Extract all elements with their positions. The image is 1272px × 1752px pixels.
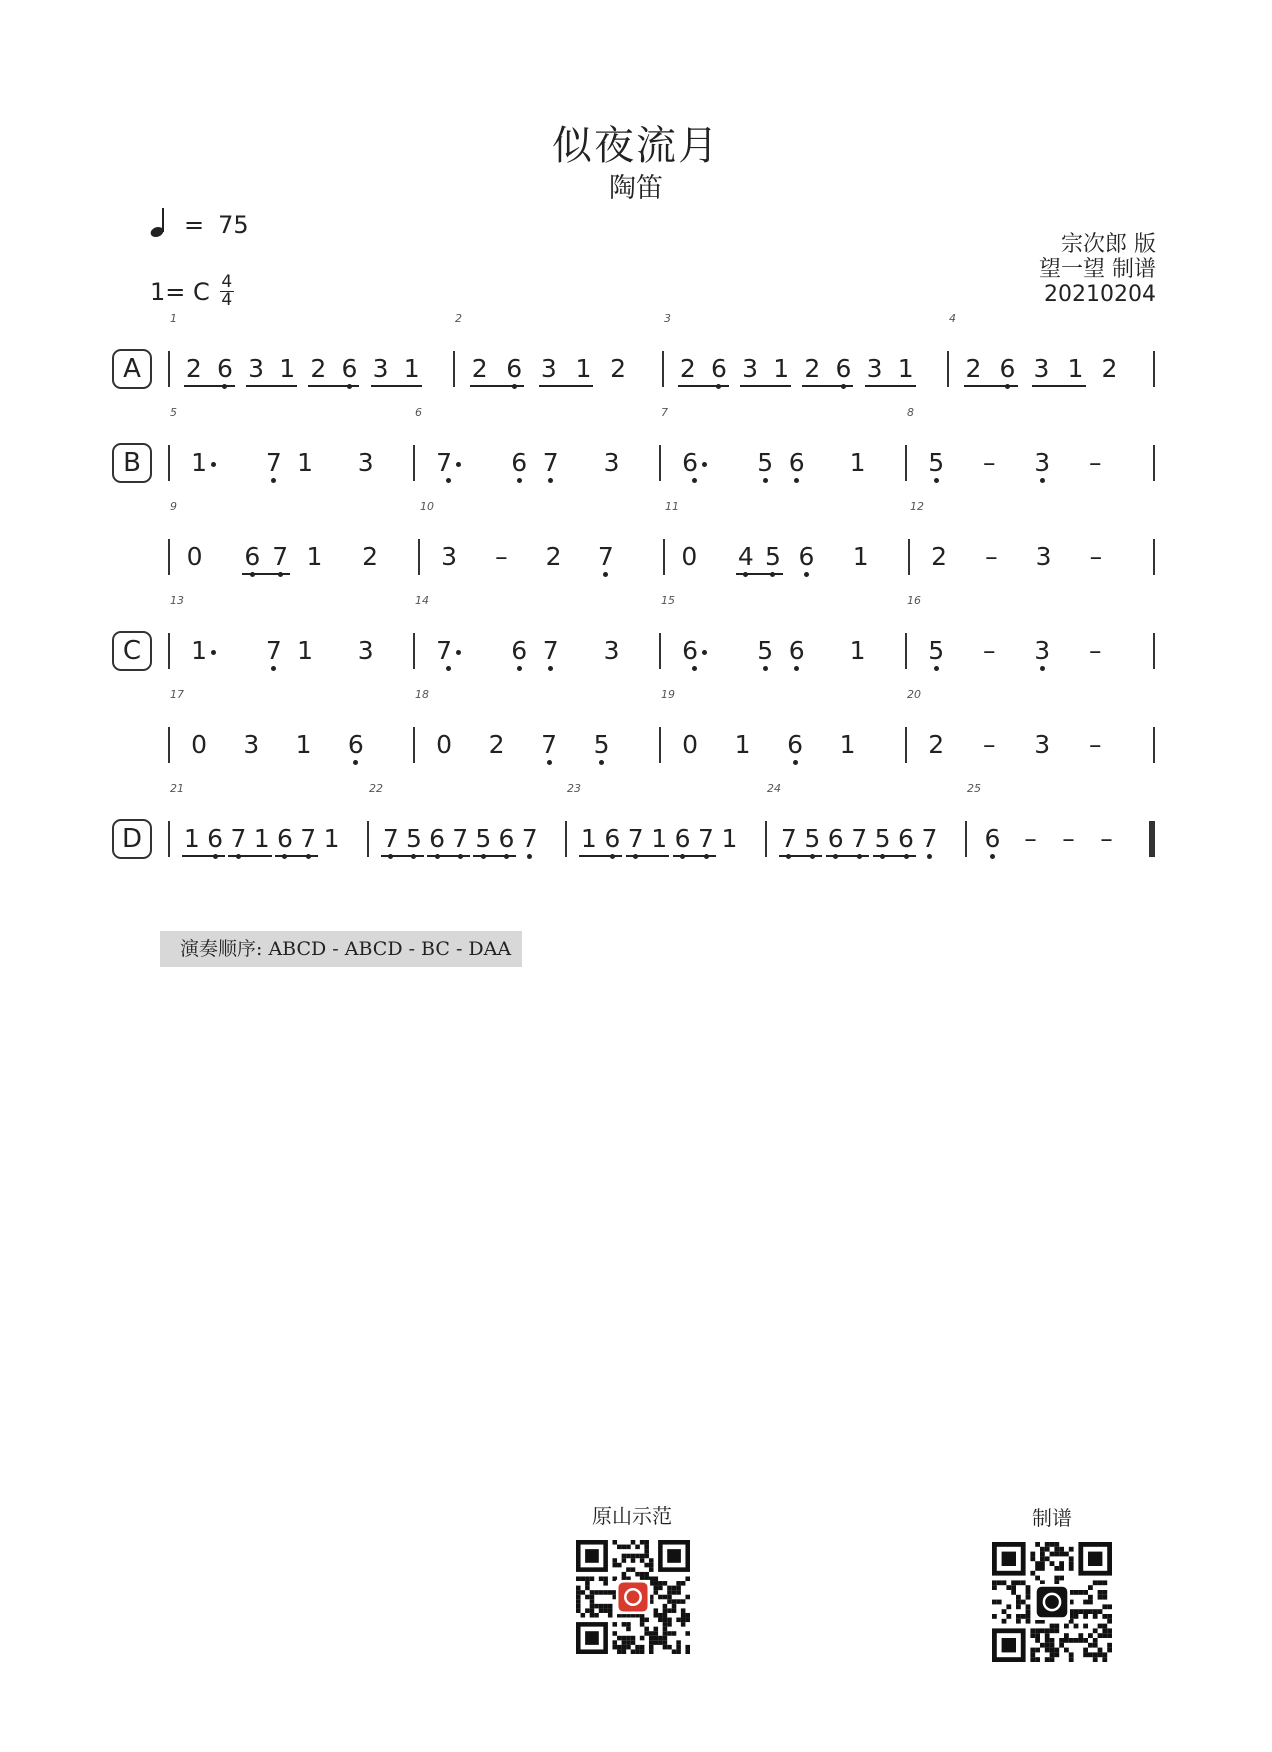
barline: [168, 351, 170, 387]
beam: [736, 573, 783, 575]
barline: [565, 821, 567, 857]
barline: [453, 351, 455, 387]
credit-arranger: 望一望 制谱: [1039, 257, 1156, 282]
low-octave-dot: [603, 572, 608, 577]
note: 5: [592, 730, 612, 760]
note: 3: [1035, 542, 1052, 571]
note: 3: [1033, 354, 1050, 383]
note: 1: [651, 824, 668, 853]
barline: [905, 727, 907, 763]
barline: [662, 351, 664, 387]
low-octave-dot: [271, 666, 276, 671]
note: 1: [849, 448, 866, 477]
note: 2: [310, 354, 327, 383]
note: 7: [264, 448, 284, 478]
beam: [473, 855, 516, 857]
note: 2: [931, 542, 948, 571]
note: 0: [191, 730, 208, 759]
note: 7: [228, 824, 248, 854]
augmentation-dot: [702, 462, 707, 467]
barline: [663, 539, 665, 575]
note: 7: [264, 636, 284, 666]
note: 6: [509, 448, 529, 478]
note: 1: [403, 354, 420, 383]
measure-number: 11: [665, 500, 679, 513]
low-octave-dot: [763, 666, 768, 671]
note: 5: [473, 824, 493, 854]
note: 1: [306, 542, 323, 571]
note: 3: [243, 730, 260, 759]
low-octave-dot: [927, 854, 932, 859]
note: 6: [833, 354, 853, 384]
note: –: [983, 730, 996, 759]
note: 0: [682, 730, 699, 759]
measure-number: 17: [170, 688, 184, 701]
barline: [418, 539, 420, 575]
note: –: [1062, 824, 1075, 853]
measure-number: 6: [415, 406, 422, 419]
note: 7: [541, 636, 561, 666]
note: –: [495, 542, 508, 571]
credit-version: 宗次郎 版: [1061, 232, 1156, 257]
low-octave-dot: [934, 666, 939, 671]
note: 0: [186, 542, 203, 571]
beam: [626, 855, 669, 857]
note: 6: [680, 636, 710, 666]
note: 5: [926, 636, 946, 666]
note: 6: [339, 354, 359, 384]
beam: [779, 855, 822, 857]
low-octave-dot: [793, 760, 798, 765]
note: 6: [504, 354, 524, 384]
note: 0: [436, 730, 453, 759]
measure-number: 9: [170, 500, 177, 513]
measure-number: 12: [910, 500, 924, 513]
beam: [381, 855, 424, 857]
note: –: [983, 448, 996, 477]
note: 7: [779, 824, 799, 854]
beam: [579, 855, 622, 857]
note: 3: [1032, 448, 1052, 478]
note: 6: [998, 354, 1018, 384]
note: 6: [826, 824, 846, 854]
barline: [1153, 727, 1155, 763]
measure-number: 2: [455, 312, 462, 325]
beam: [826, 855, 869, 857]
note: 6: [205, 824, 225, 854]
barline: [413, 727, 415, 763]
note: 6: [427, 824, 447, 854]
beam: [371, 385, 422, 387]
note: 5: [755, 448, 775, 478]
note: 6: [275, 824, 295, 854]
low-octave-dot: [548, 478, 553, 483]
note: 2: [471, 354, 488, 383]
beam: [802, 385, 853, 387]
note: 7: [298, 824, 318, 854]
beam: [673, 855, 716, 857]
note: 2: [679, 354, 696, 383]
beam: [275, 855, 318, 857]
note: 1: [721, 824, 738, 853]
section-label-a: A: [112, 349, 152, 389]
note: 6: [787, 636, 807, 666]
beam: [182, 855, 225, 857]
note: 2: [185, 354, 202, 383]
note: 1: [295, 730, 312, 759]
instrument-subtitle: 陶笛: [609, 173, 663, 204]
barline: [1153, 539, 1155, 575]
measure-number: 4: [949, 312, 956, 325]
tempo-value: 75: [218, 211, 249, 239]
low-octave-dot: [990, 854, 995, 859]
note: 2: [488, 730, 505, 759]
note: 1: [323, 824, 340, 853]
beam: [308, 385, 359, 387]
barline: [168, 633, 170, 669]
measure-number: 3: [664, 312, 671, 325]
note: 1: [839, 730, 856, 759]
measure-number: 13: [170, 594, 184, 607]
beam: [740, 385, 791, 387]
low-octave-dot: [517, 478, 522, 483]
note: 1: [297, 448, 314, 477]
note: 1: [773, 354, 790, 383]
note: 6: [242, 542, 262, 572]
note: 3: [1032, 636, 1052, 666]
note: 1: [849, 636, 866, 665]
measure-number: 1: [170, 312, 177, 325]
measure-number: 24: [767, 782, 781, 795]
beam: [228, 855, 271, 857]
low-octave-dot: [692, 666, 697, 671]
note: 6: [896, 824, 916, 854]
barline: [905, 633, 907, 669]
measure-number: 15: [661, 594, 675, 607]
note: 5: [404, 824, 424, 854]
note: 2: [804, 354, 821, 383]
low-octave-dot: [353, 760, 358, 765]
note: 6: [215, 354, 235, 384]
qr-right-caption: 制谱: [1032, 1506, 1072, 1530]
barline: [1149, 821, 1155, 857]
note: 3: [603, 448, 620, 477]
low-octave-dot: [548, 666, 553, 671]
beam: [427, 855, 470, 857]
measure-number: 10: [420, 500, 434, 513]
note: 1: [279, 354, 296, 383]
qr-left-caption: 原山示范: [592, 1504, 672, 1528]
barline: [659, 727, 661, 763]
low-octave-dot: [1040, 666, 1045, 671]
low-octave-dot: [527, 854, 532, 859]
note: 3: [540, 354, 557, 383]
beam: [539, 385, 594, 387]
note: 5: [802, 824, 822, 854]
barline: [367, 821, 369, 857]
tempo-marking: = 75: [150, 206, 249, 244]
low-octave-dot: [446, 478, 451, 483]
note: 1: [852, 542, 869, 571]
note: –: [1089, 542, 1103, 571]
note: 6: [602, 824, 622, 854]
measure-number: 8: [907, 406, 914, 419]
note: 7: [596, 542, 616, 572]
note: 7: [434, 636, 464, 666]
note: 7: [849, 824, 869, 854]
note: –: [983, 636, 996, 665]
note: 5: [763, 542, 783, 572]
beam: [246, 385, 297, 387]
measure-number: 7: [661, 406, 668, 419]
barline: [965, 821, 967, 857]
note: 1: [253, 824, 270, 853]
augmentation-dot: [456, 462, 461, 467]
note: 7: [434, 448, 464, 478]
note: 3: [248, 354, 264, 383]
note: 6: [785, 730, 805, 760]
note: 2: [362, 542, 378, 571]
note: 0: [681, 542, 698, 571]
augmentation-dot: [456, 650, 461, 655]
barline: [947, 351, 949, 387]
low-octave-dot: [547, 760, 552, 765]
measure-number: 21: [170, 782, 184, 795]
barline: [1153, 633, 1155, 669]
note: 1: [734, 730, 751, 759]
section-label-b: B: [112, 443, 152, 483]
beam: [184, 385, 235, 387]
note: 3: [372, 354, 389, 383]
barline: [1153, 445, 1155, 481]
note: 4: [736, 542, 756, 572]
note: 7: [450, 824, 470, 854]
beam: [678, 385, 729, 387]
measure-number: 23: [567, 782, 581, 795]
barline: [905, 445, 907, 481]
low-octave-dot: [934, 478, 939, 483]
note: 3: [603, 636, 620, 665]
note: 1: [580, 824, 597, 853]
credit-date: 20210204: [1044, 282, 1156, 307]
qr-code-arranger[interactable]: [992, 1542, 1112, 1662]
beam: [1032, 385, 1086, 387]
note: 7: [381, 824, 401, 854]
page-title: 似夜流月: [552, 123, 720, 169]
note: 5: [755, 636, 775, 666]
note: 6: [497, 824, 517, 854]
note: 1: [575, 354, 592, 383]
note: 6: [680, 448, 710, 478]
measure-number: 22: [369, 782, 383, 795]
note: 1: [189, 448, 219, 478]
note: 6: [796, 542, 816, 572]
note: 6: [509, 636, 529, 666]
note: –: [1089, 636, 1102, 665]
barline: [168, 821, 170, 857]
low-octave-dot: [692, 478, 697, 483]
barline: [908, 539, 910, 575]
note: 6: [983, 824, 1003, 854]
note: 5: [873, 824, 893, 854]
barline: [413, 445, 415, 481]
measure-number: 18: [415, 688, 429, 701]
measure-number: 5: [170, 406, 177, 419]
note: –: [1089, 730, 1102, 759]
note: 2: [928, 730, 945, 759]
note: 3: [357, 448, 374, 477]
note: 2: [965, 354, 982, 383]
barline: [413, 633, 415, 669]
low-octave-dot: [271, 478, 276, 483]
barline: [168, 727, 170, 763]
beam: [242, 573, 290, 575]
note: 6: [346, 730, 366, 760]
section-label-c: C: [112, 631, 152, 671]
note: 7: [626, 824, 646, 854]
note: 3: [357, 636, 374, 665]
note: 2: [545, 542, 562, 571]
augmentation-dot: [211, 650, 216, 655]
low-octave-dot: [1040, 478, 1045, 483]
note: 3: [742, 354, 758, 383]
measure-number: 20: [907, 688, 921, 701]
low-octave-dot: [804, 572, 809, 577]
play-order: 演奏顺序: ABCD - ABCD - BC - DAA: [160, 931, 522, 967]
note: 6: [709, 354, 729, 384]
low-octave-dot: [599, 760, 604, 765]
measure-number: 19: [661, 688, 675, 701]
barline: [765, 821, 767, 857]
barline: [659, 633, 661, 669]
section-label-d: D: [112, 819, 152, 859]
low-octave-dot: [763, 478, 768, 483]
note: 3: [866, 354, 883, 383]
low-octave-dot: [794, 478, 799, 483]
measure-number: 25: [967, 782, 981, 795]
note: –: [1089, 448, 1102, 477]
augmentation-dot: [211, 462, 216, 467]
note: 1: [297, 636, 314, 665]
note: –: [1100, 824, 1113, 853]
measure-number: 14: [415, 594, 429, 607]
note: 3: [1034, 730, 1051, 759]
note: 7: [541, 448, 561, 478]
note: 1: [897, 354, 914, 383]
qr-code-demo[interactable]: [576, 1540, 690, 1654]
beam: [865, 385, 916, 387]
note: 7: [539, 730, 559, 760]
low-octave-dot: [794, 666, 799, 671]
note: 1: [189, 636, 219, 666]
barline: [168, 539, 170, 575]
barline: [168, 445, 170, 481]
note: 7: [696, 824, 716, 854]
note: 2: [610, 354, 626, 383]
note: 7: [270, 542, 290, 572]
beam: [470, 385, 525, 387]
note: –: [985, 542, 998, 571]
note: –: [1024, 824, 1037, 853]
note: 1: [1067, 354, 1084, 383]
key-label: 1= C: [150, 277, 210, 306]
time-signature: $\frac{4}{4}$: [221, 272, 233, 310]
barline: [1153, 351, 1155, 387]
low-octave-dot: [517, 666, 522, 671]
note: 5: [926, 448, 946, 478]
note: 7: [919, 824, 939, 854]
measure-number: 16: [907, 594, 921, 607]
beam: [873, 855, 916, 857]
augmentation-dot: [702, 650, 707, 655]
beam: [964, 385, 1018, 387]
note: 6: [787, 448, 807, 478]
note: 7: [520, 824, 540, 854]
low-octave-dot: [446, 666, 451, 671]
note: 2: [1101, 354, 1118, 383]
note: 6: [673, 824, 693, 854]
barline: [659, 445, 661, 481]
note: 3: [441, 542, 458, 571]
note: 1: [183, 824, 200, 853]
